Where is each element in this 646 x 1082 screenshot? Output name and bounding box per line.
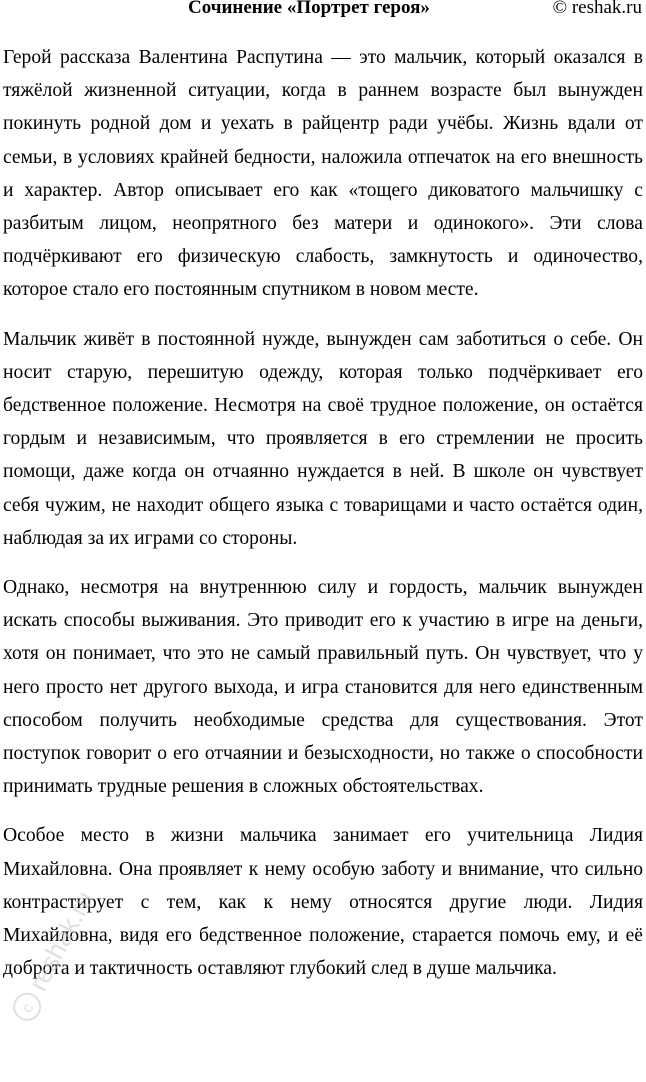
source-credit: © reshak.ru xyxy=(552,0,642,18)
watermark-copyright-c: c xyxy=(18,1000,38,1016)
paragraph-4: Особое место в жизни мальчика занимает его учительница Лидия Михайловна. Она проявляет к нему особую заботу и внимание, что сильно контрастирует с тем, как к нему относятся другие люди. Лидия Михайловна, видя его бедственное положение, старается помочь ему, и её доброта и тактичность оставляют глубокий след в душе мальчика. xyxy=(3,825,643,980)
page-header xyxy=(0,0,646,22)
paragraph-3: Однако, несмотря на внутреннюю силу и гордость, мальчик вынужден искать способы выживания. Это приводит его к участию в игре на деньги, хотя он понимает, что это не самый правильный путь. Он чувствует, что у него просто нет другого выхода, и игра становится для него единственным способом получить необходимые средства для существования. Этот поступок говорит о его отчаянии и безысходности, но также о способности принимать трудные решения в сложных обстоятельствах. xyxy=(3,577,643,798)
page-title: Сочинение «Портрет героя» xyxy=(188,0,430,18)
watermark-text: reshak.ru xyxy=(22,885,100,996)
paragraph-1: Герой рассказа Валентина Распутина — это мальчик, который оказался в тяжёлой жизненной ситуации, когда в раннем возрасте был вынужден покинуть родной дом и уехать в райцентр ради учёбы. Жизнь вдали от семьи, в условиях крайней бедности, наложила отпечаток на его внешность и характер. Автор описывает его как «тощего диковатого мальчишку с разбитым лицом, неопрятного без матери и одинокого». Эти слова подчёркивают его физическую слабость, замкнутость и одиночество, которое стало его постоянным спутником в новом месте. xyxy=(3,47,643,301)
essay-body xyxy=(3,41,643,1001)
paragraph-2: Мальчик живёт в постоянной нужде, вынужден сам заботиться о себе. Он носит старую, перешитую одежду, которая только подчёркивает его бедственное положение. Несмотря на своё трудное положение, он остаётся гордым и независимым, что проявляется в его стремлении не просить помощи, даже когда он отчаянно нуждается в ней. В школе он чувствует себя чужим, не находит общего языка с товарищами и часто остаётся один, наблюдая за их играми со стороны. xyxy=(3,328,643,549)
